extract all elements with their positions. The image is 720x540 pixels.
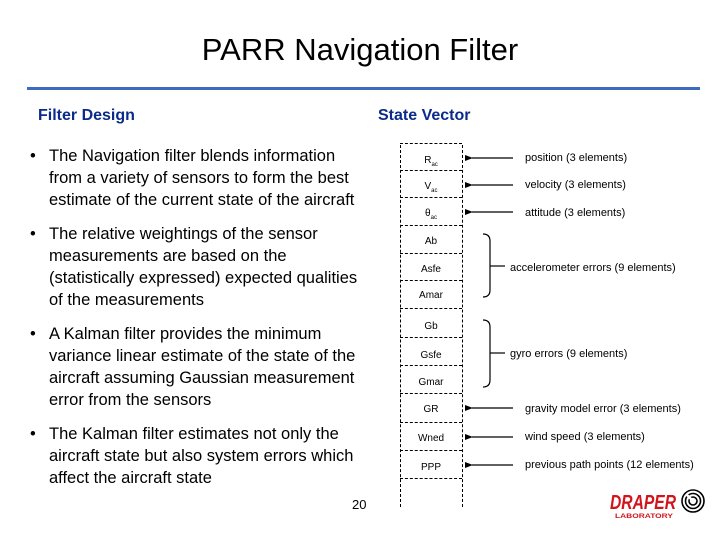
bullet-glyph: •: [30, 325, 36, 343]
bullet-glyph: •: [30, 147, 36, 165]
svg-text:LABORATORY: LABORATORY: [615, 513, 674, 520]
state-element-rac: $R_{ac}$: [424, 155, 438, 168]
state-element-ppp: PPP: [420, 462, 441, 473]
draper-logo-graphic: [610, 485, 706, 521]
draper-logo: [610, 485, 706, 521]
state-element-amar: Amar: [419, 290, 443, 301]
state-element-wned: Wned: [417, 433, 445, 444]
desc-gravity: gravity model error (3 elements): [525, 403, 681, 415]
desc-wind: wind speed (3 elements): [525, 431, 645, 443]
state-element-asfe: Asfe: [420, 264, 441, 275]
state-element-gb: Gb: [424, 321, 438, 332]
bullet-text: A Kalman filter provides the minimum variance linear estimate of the state of the aircraft assuming Gaussian measurement error from the sensors: [49, 325, 356, 409]
desc-accelerometer: accelerometer errors (9 elements): [510, 262, 676, 274]
desc-gyro: gyro errors (9 elements): [510, 348, 628, 360]
state-element-ab: Ab: [424, 236, 438, 247]
bullet-glyph: •: [30, 225, 36, 243]
bullet-text: The Kalman filter estimates not only the aircraft state but also system errors which affect the aircraft state: [49, 425, 354, 487]
state-element-gr: GR: [423, 404, 439, 415]
bullet-text: The relative weightings of the sensor measurements are based on the (statistically expressed) expected qualities of the measurements: [49, 225, 358, 309]
accelerometer-brace: [483, 234, 490, 297]
svg-text:DRAPER: DRAPER: [610, 492, 677, 514]
gyro-brace: [483, 320, 490, 387]
desc-velocity: velocity (3 elements): [525, 179, 626, 191]
state-element-gsfe: Gsfe: [420, 350, 442, 361]
state-element-thetaac: $\theta_{ac}$: [425, 208, 437, 221]
desc-path: previous path points (12 elements): [525, 459, 694, 471]
state-element-gmar: Gmar: [418, 377, 444, 388]
state-element-vac: $V_{ac}$: [424, 181, 438, 194]
desc-position: position (3 elements): [525, 152, 628, 164]
slide-title: PARR Navigation Filter: [201, 32, 519, 67]
bullet-text: The Navigation filter blends information from a variety of sensors to form the best estimate of the current state of the aircraft: [49, 147, 355, 209]
state-vector-heading: State Vector: [378, 107, 471, 124]
page-number: 20: [352, 497, 367, 512]
filter-design-heading: Filter Design: [38, 107, 135, 124]
bullet-glyph: •: [30, 425, 36, 443]
desc-attitude: attitude (3 elements): [525, 207, 626, 219]
